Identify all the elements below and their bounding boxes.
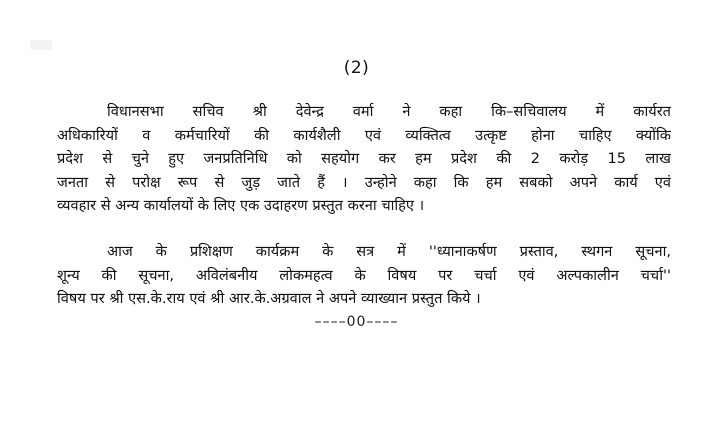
- paragraph-training-session: [57, 240, 671, 311]
- paragraph-line: शून्य की सूचना, अविलंबनीय लोकमहत्व के विषय पर चर्चा एवं अल्पकालीन चर्चा'': [57, 266, 671, 284]
- paragraph-line: विषय पर श्री एस.के.राय एवं श्री आर.के.अग्रवाल ने अपने व्याख्यान प्रस्तुत किये ।: [57, 290, 481, 307]
- scan-smudge: [30, 40, 52, 50]
- closing-mark: ––––00––––: [314, 314, 399, 330]
- paragraph-line: व्यवहार से अन्य कार्यालयों के लिए एक उदाहरण प्रस्तुत करना चाहिए ।: [57, 197, 425, 214]
- paragraph-line: विधानसभा सचिव श्री देवेन्द्र वर्मा ने कहा कि–सचिवालय में कार्यरत: [107, 103, 671, 120]
- paragraph-line: अधिकारियों व कर्मचारियों की कार्यशैली एवं व्यक्तित्व उत्कृष्ट होना चाहिए क्योंकि: [57, 126, 671, 144]
- paragraph-line: आज के प्रशिक्षण कार्यक्रम के सत्र में ''ध्यानाकर्षण प्रस्ताव, स्थगन सूचना,: [107, 243, 671, 260]
- paragraph-secretary-remarks: [57, 100, 671, 218]
- page-number: (2): [343, 58, 370, 78]
- paragraph-line: प्रदेश से चुने हुए जनप्रतिनिधि को सहयोग कर हम प्रदेश की 2 करोड़ 15 लाख: [57, 150, 671, 167]
- paragraph-line: जनता से परोक्ष रूप से जुड़ जाते हैं । उन्होने कहा कि हम सबको अपने कार्य एवं: [57, 173, 671, 191]
